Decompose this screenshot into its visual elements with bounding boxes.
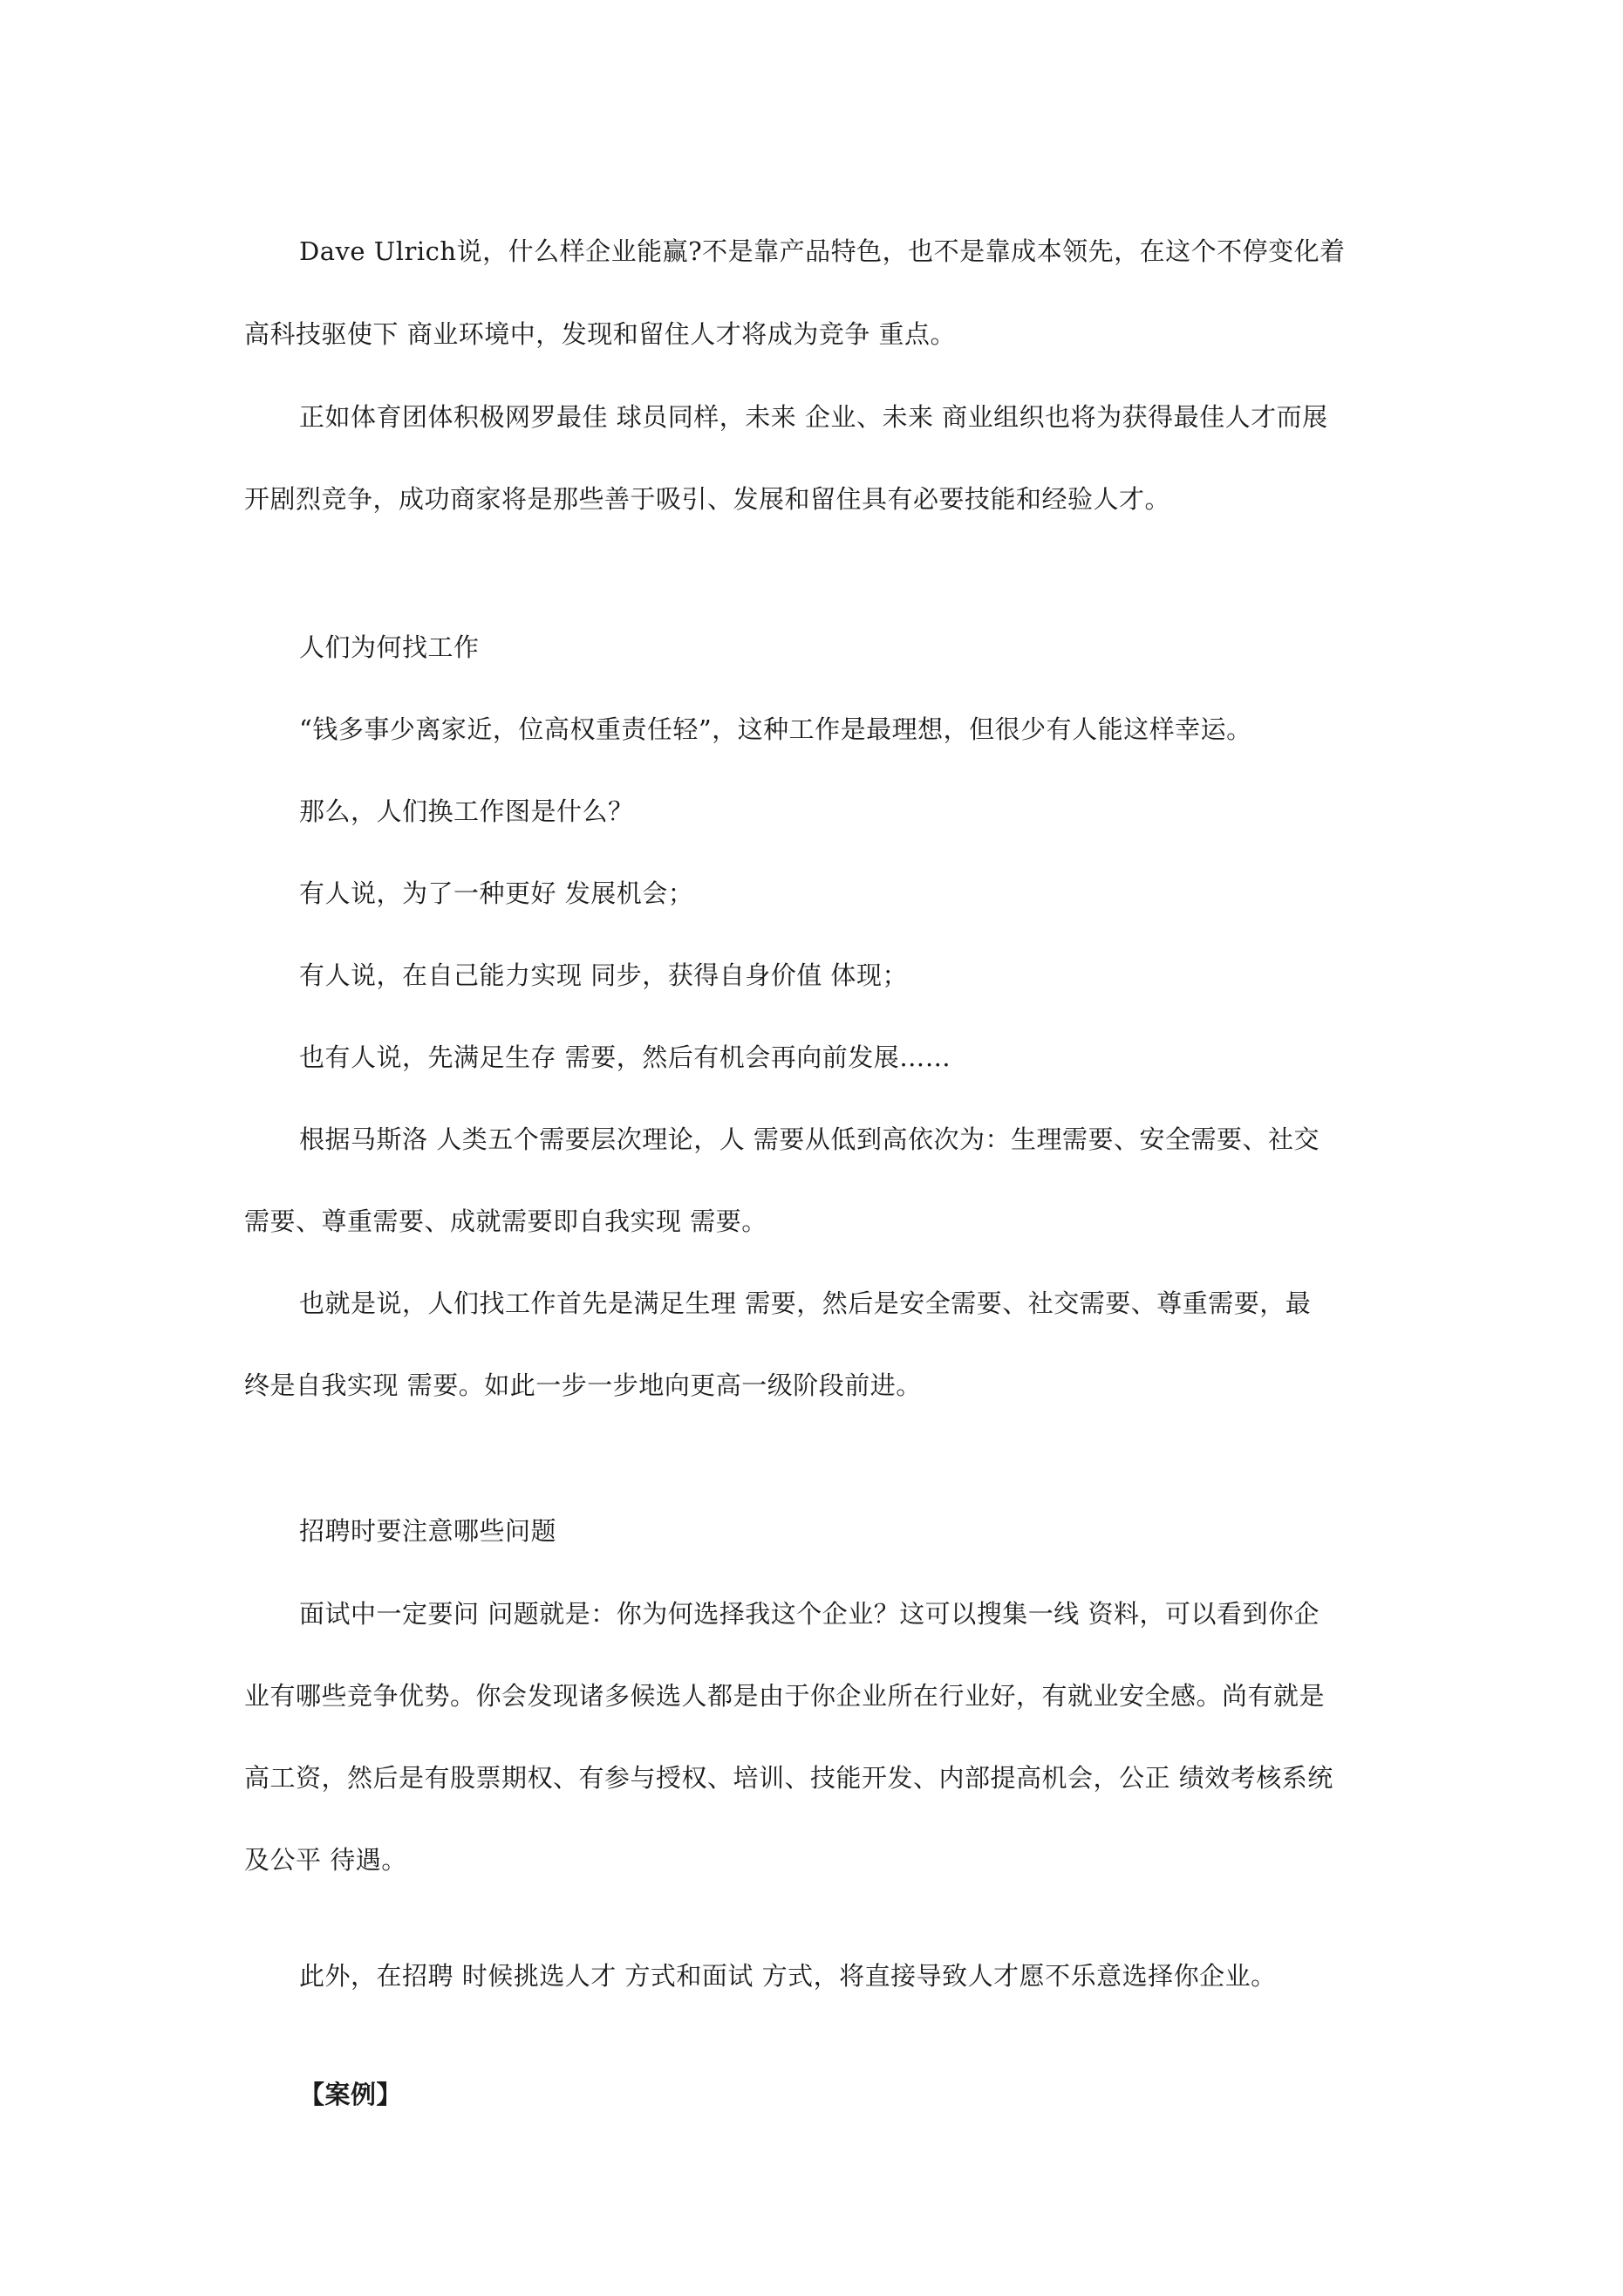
- section-heading-why-find-job: 人们为何找工作: [299, 632, 480, 662]
- paragraph-4: 那么，人们换工作图是什么？: [299, 796, 634, 826]
- paragraph-10-line-4: 及公平 待遇。: [244, 1845, 407, 1875]
- paragraph-5: 有人说，为了一种更好 发展机会；: [299, 878, 694, 908]
- paragraph-9-line-1: 也就是说，人们找工作首先是满足生理 需要，然后是安全需要、社交需要、尊重需要，最: [299, 1288, 1312, 1318]
- paragraph-3: “钱多事少离家近，位高权重责任轻”，这种工作是最理想，但很少有人能这样幸运。: [299, 714, 1252, 744]
- paragraph-6: 有人说，在自己能力实现 同步，获得自身价值 体现；: [299, 960, 908, 990]
- case-heading: 【案例】: [299, 2080, 403, 2109]
- paragraph-2-line-2: 开剧烈竞争，成功商家将是那些善于吸引、发展和留住具有必要技能和经验人才。: [244, 484, 1171, 514]
- paragraph-2-line-1: 正如体育团体积极网罗最佳 球员同样，未来 企业、未来 商业组织也将为获得最佳人才而展: [299, 402, 1328, 432]
- paragraph-8-line-1: 根据马斯洛 人类五个需要层次理论，人 需要从低到高依次为：生理需要、安全需要、社交: [299, 1124, 1320, 1154]
- section-heading-recruitment-issues: 招聘时要注意哪些问题: [299, 1516, 557, 1546]
- paragraph-1-line-2: 高科技驱使下 商业环境中，发现和留住人才将成为竞争 重点。: [244, 319, 956, 349]
- paragraph-1-line-1: Dave Ulrich说，什么样企业能赢?不是靠产品特色，也不是靠成本领先，在这个不停变化着: [299, 236, 1346, 266]
- paragraph-7: 也有人说，先满足生存 需要，然后有机会再向前发展……: [299, 1042, 951, 1072]
- paragraph-11: 此外，在招聘 时候挑选人才 方式和面试 方式，将直接导致人才愿不乐意选择你企业。: [299, 1961, 1277, 1991]
- paragraph-9-line-2: 终是自我实现 需要。如此一步一步地向更高一级阶段前进。: [244, 1370, 922, 1400]
- paragraph-10-line-1: 面试中一定要问 问题就是：你为何选择我这个企业？这可以搜集一线 资料，可以看到你企: [299, 1599, 1320, 1629]
- paragraph-8-line-2: 需要、尊重需要、成就需要即自我实现 需要。: [244, 1206, 767, 1236]
- paragraph-10-line-2: 业有哪些竞争优势。你会发现诸多候选人都是由于你企业所在行业好，有就业安全感。尚有就是: [244, 1681, 1326, 1711]
- paragraph-10-line-3: 高工资，然后是有股票期权、有参与授权、培训、技能开发、内部提高机会，公正 绩效考核系统: [244, 1763, 1333, 1793]
